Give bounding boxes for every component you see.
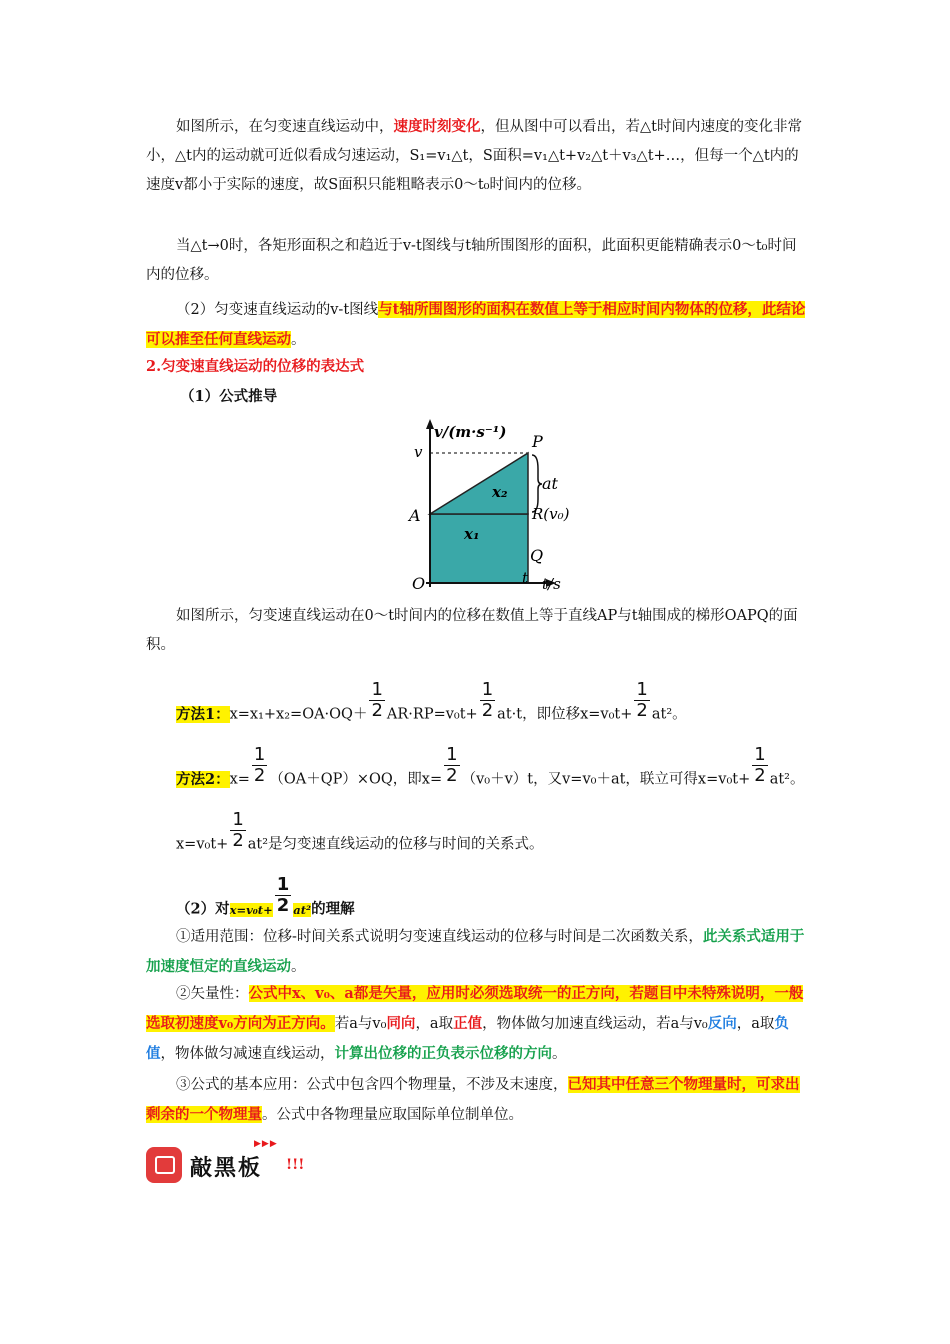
item-1-scope: ①适用范围：位移-时间关系式说明匀变速直线运动的位移与时间是二次函数关系，此关系式适用于加速度恒定的直线运动。 <box>146 928 805 975</box>
item-3-application: ③公式的基本应用：公式中包含四个物理量，不涉及末速度，已知其中任意三个物理量时，可求出剩余的一个物理量。公式中各物理量应取国际单位制单位。 <box>146 1076 800 1123</box>
method-2: 方法2：x= $\frac{1}{2}$ （OA＋QP）×OQ，即x= $\frac{1}{2}$ （v₀＋v）t，又v=v₀＋at，联立可得x=v₀t+ $\frac{1}{2}$ at²。 <box>176 744 805 788</box>
section-heading: 2.匀变速直线运动的位移的表达式 <box>146 358 365 375</box>
label-P: P <box>532 432 543 451</box>
method-1: 方法1：x=x₁+x₂=OA·OQ＋ $\frac{1}{2}$ AR·RP=v₀t+ $\frac{1}{2}$ at·t，即位移x=v₀t+ $\frac{1}{2}$ at²。 <box>176 679 687 723</box>
logo-exclamation: !!! <box>286 1157 305 1173</box>
x-axis-label: t/s <box>542 575 561 593</box>
blackboard-icon <box>146 1147 182 1183</box>
label-x2: x₂ <box>492 483 508 501</box>
subsection-heading-understanding: （2）对x=v₀t+ $\frac{1}{2}$ at²的理解 <box>176 874 355 918</box>
fraction-half: $\frac{1}{2}$ <box>276 874 290 916</box>
triangle-icons: ▶▶▶ <box>254 1139 278 1149</box>
fraction-half: $\frac{1}{2}$ <box>754 744 766 786</box>
label-t: t <box>522 569 529 587</box>
paragraph-3: （2）匀变速直线运动的v-t图线与t轴所围图形的面积在数值上等于相应时间内物体的位移，此结论可以推至任何直线运动。 <box>146 301 806 348</box>
logo-knock-blackboard <box>146 1139 316 1191</box>
paragraph-5: x=v₀t+ $\frac{1}{2}$ at²是匀变速直线运动的位移与时间的关系式。 <box>176 809 544 853</box>
logo-text: 敲黑板 <box>190 1156 263 1181</box>
y-axis-label: v/(m·s⁻¹) <box>434 423 507 441</box>
label-O: O <box>412 574 426 593</box>
highlight-red: 速度时刻变化 <box>393 118 481 135</box>
area-x2 <box>430 453 528 514</box>
highlight-yellow: 公式中x、v₀、a都是矢量，应用时必须选取统一的正方向，若题目中未特殊说明，一般选取初速度v₀方向为正方向。 <box>146 985 804 1032</box>
fraction-half: $\frac{1}{2}$ <box>371 679 383 721</box>
highlight-yellow: 已知其中任意三个物理量时，可求出剩余的一个物理量 <box>146 1076 800 1123</box>
highlight-yellow: 与t轴所围图形的面积在数值上等于相应时间内物体的位移，此结论可以推至任何直线运动 <box>146 301 806 348</box>
label-Q: Q <box>530 546 544 565</box>
item-2-vector: ②矢量性：公式中x、v₀、a都是矢量，应用时必须选取统一的正方向，若题目中未特殊说明，一般选取初速度v₀方向为正方向。若a与v₀同向，a取正值，物体做匀加速直线运动，若a与v₀反向，a取负值，物体做匀减速直线运动，计算出位移的正负表示位移的方向。 <box>146 985 804 1062</box>
method-1-label: 方法1： <box>176 705 230 723</box>
label-at: at <box>542 474 558 493</box>
fraction-half: $\frac{1}{2}$ <box>446 744 458 786</box>
method-2-label: 方法2： <box>176 770 230 788</box>
fraction-half: $\frac{1}{2}$ <box>232 809 244 851</box>
highlight-green: 此关系式适用于加速度恒定的直线运动 <box>146 928 805 975</box>
fraction-half: $\frac{1}{2}$ <box>481 679 494 721</box>
brace <box>532 455 542 512</box>
fraction-half: $\frac{1}{2}$ <box>253 744 266 786</box>
paragraph-2: 当△t→0时，各矩形面积之和趋近于v-t图线与t轴所围图形的面积，此面积更能精确表示0～t₀时间内的位移。 <box>146 238 797 283</box>
y-axis-arrow <box>426 419 434 429</box>
vt-graph <box>400 415 590 595</box>
label-R: R(v₀) <box>532 505 570 523</box>
label-v: v <box>414 443 423 461</box>
label-A: A <box>409 506 421 525</box>
paragraph-4: 如图所示，匀变速直线运动在0～t时间内的位移在数值上等于直线AP与t轴围成的梯形OAPQ的面积。 <box>146 608 798 653</box>
fraction-half: $\frac{1}{2}$ <box>636 679 648 721</box>
subsection-heading-derivation: （1）公式推导 <box>180 388 278 405</box>
label-x1: x₁ <box>464 525 480 543</box>
paragraph-1: 如图所示，在匀变速直线运动中，速度时刻变化，但从图中可以看出，若△t时间内速度的变化非常小，△t内的运动就可近似看成匀速运动，S₁=v₁△t，S面积=v₁△t+v₂△t＋v₃△t+…，但每一个△t内的速度v都小于实际的速度，故S面积只能粗略表示0～t₀时间内的位移。 <box>146 118 802 193</box>
